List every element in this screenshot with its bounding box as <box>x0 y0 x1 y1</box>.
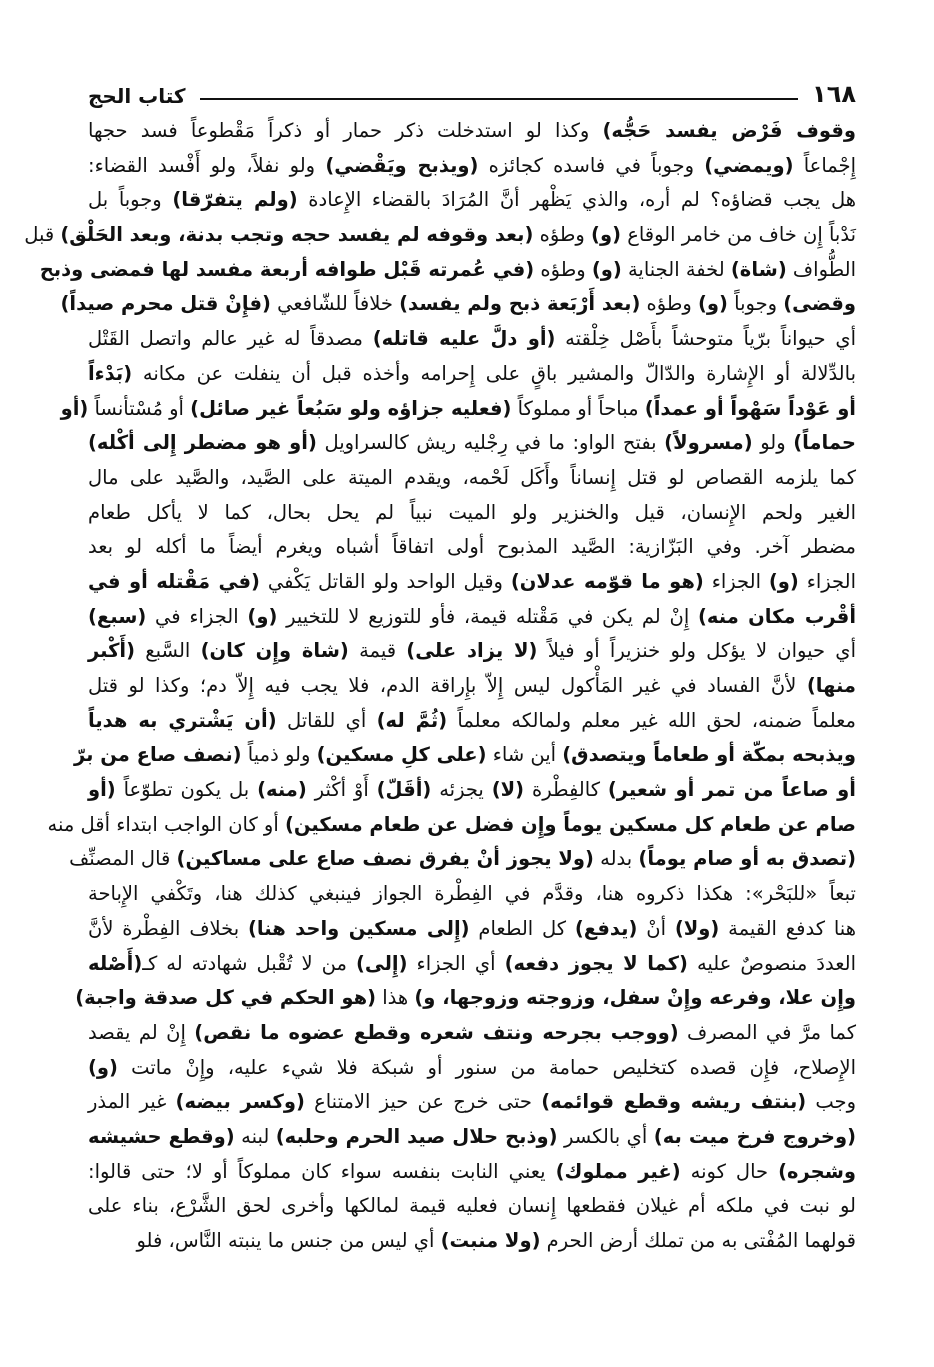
text-segment: وكذا لو استدخلت ذكر حمار أو ذكراً مَقْطوعاً فسد حجها <box>88 119 603 142</box>
text-segment: بل يكون تطوّعاً <box>115 778 258 802</box>
text-line <box>88 1085 856 1120</box>
bold-segment: (ووجب بجرحه ونتف شعره وقطع عضوه ما نقص) <box>194 1020 679 1044</box>
text-segment: أو كان الواجب ابتداء أقل منه <box>47 812 285 836</box>
text-line <box>88 1155 856 1190</box>
bold-segment: (وقطع حشيشه <box>88 1124 235 1148</box>
text-line <box>39 253 856 288</box>
text-line <box>88 912 856 947</box>
text-segment: وجب <box>806 1090 857 1114</box>
text-segment: وجوباً <box>727 292 784 316</box>
text-segment: لبنه <box>234 1124 276 1148</box>
text-segment: بخلاف الفِطْرة لأنَّ <box>88 916 249 940</box>
text-segment: الغير ولحم الإِنسان، قيل والخنزير ولو الميت نبياً لم يحل بحال، كما لا يأكل طعام <box>88 500 856 524</box>
text-segment: الطُّواف <box>786 257 856 281</box>
text-segment: أَوْ أكْثر <box>306 778 377 802</box>
text-line <box>88 1051 856 1086</box>
text-segment: مصدقاً له غير عالم واتصل القَتْل <box>88 327 373 351</box>
text-line <box>88 1120 856 1155</box>
text-line <box>88 947 856 982</box>
bold-segment: (أَصْله <box>88 951 143 975</box>
text-line <box>88 1189 856 1224</box>
bold-segment: (إِلى) <box>355 951 408 975</box>
text-segment: الإِصلاح، فإِن قصده كتخليص حمامة من سنور أو شبكة فلا شيء عليه، وإِنْ ماتت <box>117 1055 856 1079</box>
text-segment: أين شاء <box>486 743 563 767</box>
text-segment: بفتح الواو: ما في رِجْليه ريش كالسراويل <box>316 431 665 455</box>
text-segment: قبل <box>24 223 61 247</box>
bold-segment: (أَكْبر <box>88 639 136 663</box>
bold-segment: وقضى) <box>783 292 856 316</box>
bold-segment: (و) <box>88 1055 118 1079</box>
text-segment: وطؤه <box>534 257 592 281</box>
text-segment: الجزاء في <box>146 604 248 628</box>
text-line <box>88 565 856 600</box>
text-line <box>75 981 856 1016</box>
text-line <box>88 322 856 357</box>
bold-segment: (إِلى مسكين واحد هنا) <box>248 916 470 940</box>
bold-segment: (لا) <box>491 778 525 802</box>
bold-segment: (و) <box>768 569 799 593</box>
bold-segment: (شاة وإِن كان) <box>200 639 349 663</box>
text-segment: غير المذر <box>88 1090 176 1114</box>
bold-segment: (بَدْءاً <box>88 361 133 385</box>
text-line <box>88 461 856 496</box>
bold-segment: (في عُمرته قَبْل طوافه أربعة مفسد لها فمضى وذبح <box>39 257 535 281</box>
body-text <box>24 114 857 1259</box>
text-segment: إِنْ لم يكن في مَقْتله قيمة، فأو للتوزيع لا للتخيير <box>277 604 698 628</box>
text-segment: كالفِطْرة <box>524 778 608 802</box>
text-segment: هنا كدفع القيمة <box>719 916 856 940</box>
text-segment: مباحاً أو مملوكاً <box>511 396 645 420</box>
bold-segment: (غير مملوك) <box>555 1159 681 1183</box>
header-rule <box>200 98 798 100</box>
text-line <box>88 496 856 531</box>
bold-segment: (فإِنْ قتل محرم صيداً) <box>60 292 271 316</box>
text-line <box>88 114 856 149</box>
text-line <box>88 669 856 704</box>
text-segment: ولو نفلاً، ولو أَفْسد القضاء: <box>88 153 326 177</box>
text-segment: ولو <box>752 431 794 455</box>
text-segment: إِجْماعاً <box>793 153 857 177</box>
page-header <box>88 70 856 106</box>
bold-segment: (مسرولاً) <box>664 431 753 455</box>
bold-segment: صام عن طعام كل مسكين يوماً وإِن فضل عن طعام مسكين) <box>284 812 856 836</box>
bold-segment: (على كلِ مسكين) <box>316 743 487 767</box>
text-segment: أي ليس من جنس ما ينبته النَّاس، فلو <box>136 1229 441 1252</box>
page-number: ١٦٨ <box>812 80 856 108</box>
text-segment: قيمة <box>348 639 407 663</box>
text-line <box>88 530 856 565</box>
bold-segment: (هو الحكم في كل صدقة واجبة) <box>75 986 377 1010</box>
bold-segment: (ولا) <box>674 916 720 940</box>
bold-segment: أو صاعاً من تمر أو شعير) <box>607 778 856 802</box>
text-segment: وقيل الواحد ولو القاتل يَكْفي <box>259 569 511 593</box>
text-line <box>74 738 856 773</box>
text-segment: العددَ منصوصٌ عليه <box>687 951 856 975</box>
text-segment: كما يلزمه القصاص لو قتل إِنساناً وأَكَل لَحْمه، ويقدم الميتة على الصَّيد، والصَّيد على مال <box>88 465 856 489</box>
running-title: كتاب الحج <box>88 84 186 108</box>
text-line <box>88 773 856 808</box>
text-line <box>88 704 856 739</box>
bold-segment: (كما لا يجوز دفعه) <box>504 951 688 975</box>
text-segment: معلماً ضمنه، لحق الله غير معلم ولمالكه معلماً <box>447 708 856 732</box>
bold-segment: (أو <box>88 778 116 802</box>
bold-segment: (أقَلّ) <box>376 778 432 802</box>
bold-segment: (ويمضي) <box>704 153 794 177</box>
text-segment: حال كونه <box>680 1159 779 1183</box>
text-segment: خلافاً للشّافعي <box>270 292 400 316</box>
text-segment: أنْ <box>637 916 675 940</box>
bold-segment: (وخروج فرخ ميت به) <box>653 1124 857 1148</box>
bold-segment: (أو <box>60 396 89 420</box>
text-segment: مضطر آخر. وفي البَزّازية: الصَّيد المذبوح أولى اتفاقاً أشباه ويغرم أيضاً ما أكله لو بعد <box>88 535 856 559</box>
bold-segment: (ولا منبت) <box>440 1229 541 1252</box>
text-line <box>60 392 856 427</box>
text-segment: قولهما المُفْتى به من تملك أرض الحرم <box>540 1229 856 1252</box>
text-line <box>60 287 856 322</box>
bold-segment: (لا يزاد على) <box>406 639 538 663</box>
bold-segment: (فعليه جزاؤه ولو سَبُعاً غير صائل) <box>190 396 512 420</box>
text-segment: لأنَّ الفساد في غير المَأْكول ليس إِلاّ بإِراقة الدم، فلا يجب فيه إِلاّ دم؛ وكذا لو قتل <box>88 674 807 697</box>
text-segment: إِنْ لم يقصد <box>88 1020 195 1044</box>
bold-segment: أو عَوْداً سَهْواً أو عمداً) <box>644 396 856 420</box>
bold-segment: (ولا يجوز أنْ يفرق نصف صاع على مساكين) <box>176 847 594 871</box>
bold-segment: وشجره) <box>778 1159 857 1183</box>
bold-segment: (أن يَشْتري به هدياً <box>88 708 277 732</box>
text-segment: تبعاً «للبَحْر»: هكذا ذكروه هنا، وقدَّم في الفِطْرة الجواز فينبغي كذلك هنا، وتَكْفي الإِباحة <box>88 882 856 906</box>
text-segment: الجزاء <box>703 569 769 593</box>
text-segment: وطؤه <box>533 223 592 247</box>
bold-segment: وإِن علا، وفرعه وإِنْ سفل، وزوجته وزوجها، و) <box>414 986 856 1010</box>
bold-segment: (نصف صاع من برّ <box>74 743 242 767</box>
bold-segment: (ويذبح ويَقْضي) <box>325 153 479 177</box>
text-line <box>88 877 856 912</box>
bold-segment: (بنتف ريشه وقطع قوائمه) <box>541 1090 807 1114</box>
text-segment: يجزئه <box>431 778 492 802</box>
text-segment: لو نبت في ملكه أم غيلان فقطعها إِنسان فعليه قيمة لمالكها وأخرى لحق الشَّرْع، بناء على <box>88 1194 856 1218</box>
bold-segment: (ولم يتفرّقا) <box>172 188 298 212</box>
text-segment: كل الطعام <box>469 916 575 940</box>
text-segment: وجوباً في فاسده كجائزه <box>478 153 705 177</box>
bold-segment: (سبع) <box>88 604 147 628</box>
text-line <box>88 357 856 392</box>
bold-segment: (في مَقْتله أو في <box>88 569 260 593</box>
bold-segment: (أو هو مضطر إِلى أكْله) <box>88 431 317 455</box>
bold-segment: وقوف فَرْض يفسد حَجُّه) <box>602 119 856 142</box>
bold-segment: (بعد وقوفه لم يفسد حجه وتجب بدنة، وبعد الحَلْق) <box>60 223 534 247</box>
text-segment: كما مرَّ في المصرف <box>678 1020 856 1044</box>
text-line <box>47 808 856 843</box>
text-segment: أي بالكسر <box>557 1124 654 1148</box>
text-line <box>88 1016 856 1051</box>
text-segment: قال المصنِّف <box>69 847 177 871</box>
text-segment: وطؤه <box>640 292 698 316</box>
text-line <box>88 183 856 218</box>
text-segment: هذا <box>376 986 415 1010</box>
bold-segment: أقْرب مكان منه) <box>698 604 857 628</box>
text-line <box>88 426 856 461</box>
bold-segment: (وكسر بيضه) <box>175 1090 305 1114</box>
bold-segment: (هو ما قوّمه عدلان) <box>510 569 704 593</box>
text-segment: حتى خرج عن حيز الامتناع <box>304 1090 542 1114</box>
bold-segment: (و) <box>591 223 621 247</box>
bold-segment: (يدفع) <box>574 916 638 940</box>
bold-segment: (و) <box>247 604 278 628</box>
text-segment: أي الجزاء <box>407 951 505 975</box>
bold-segment: (شاة) <box>730 257 787 281</box>
bold-segment: (ثُمَّ له) <box>376 708 448 732</box>
bold-segment: (أو دلَّ عليه قاتله) <box>372 327 556 351</box>
text-segment: بدله <box>593 847 639 871</box>
text-line <box>88 1224 856 1259</box>
text-line <box>69 842 856 877</box>
text-segment: هل يجب قضاؤه؟ لم أره، والذي يَظْهر أنَّ المُرَادَ بالقضاء الإِعادة <box>297 188 856 212</box>
bold-segment: منها) <box>806 674 856 697</box>
text-segment: لخفة الجناية <box>621 257 731 281</box>
text-segment: نَدْباً إِن خاف من خامر الوقاع <box>621 223 856 247</box>
text-segment: أي حيوان لا يؤكل ولو خنزيراً أو فيلاً <box>537 639 856 663</box>
bold-segment: (منه) <box>257 778 307 802</box>
text-segment: ولو ذمياً <box>241 743 317 767</box>
text-segment: السَّبع <box>135 639 201 663</box>
text-line <box>88 600 856 635</box>
bold-segment: (بعد أَرْبَعة ذبح ولم يفسد) <box>399 292 641 316</box>
bold-segment: حماماً) <box>793 431 856 455</box>
bold-segment: (و) <box>591 257 622 281</box>
text-line <box>88 149 856 184</box>
text-segment: وجوباً بل <box>88 188 173 212</box>
text-segment: يعني النابت بنفسه سواء كان مملوكاً أو لا؛ حتى قالوا: <box>88 1159 556 1183</box>
text-line <box>88 634 856 669</box>
text-segment: أي حيواناً برّياً متوحشاً بأَصْل خِلْقته <box>555 327 857 351</box>
text-segment: الجزاء <box>798 569 856 593</box>
bold-segment: (و) <box>697 292 728 316</box>
bold-segment: ويذبحه بمكّة أو طعاماً ويتصدق) <box>562 743 856 767</box>
bold-segment: (تصدق به أو صام يوماً) <box>638 847 856 871</box>
text-segment: أي للقاتل <box>276 708 377 732</box>
text-segment: من لا تُقْبل شهادته له كـ <box>142 951 356 975</box>
text-segment: أو مُسْتأنساً <box>88 396 191 420</box>
bold-segment: (وذبح حلال صيد الحرم وحلبه) <box>275 1124 558 1148</box>
text-segment: بالدِّلالة أو الإِشارة والدّالّ والمشير باقٍ على إِحرامه وأخذه قبل أن ينفلت عن مكانه <box>132 361 856 385</box>
text-line <box>24 218 856 253</box>
